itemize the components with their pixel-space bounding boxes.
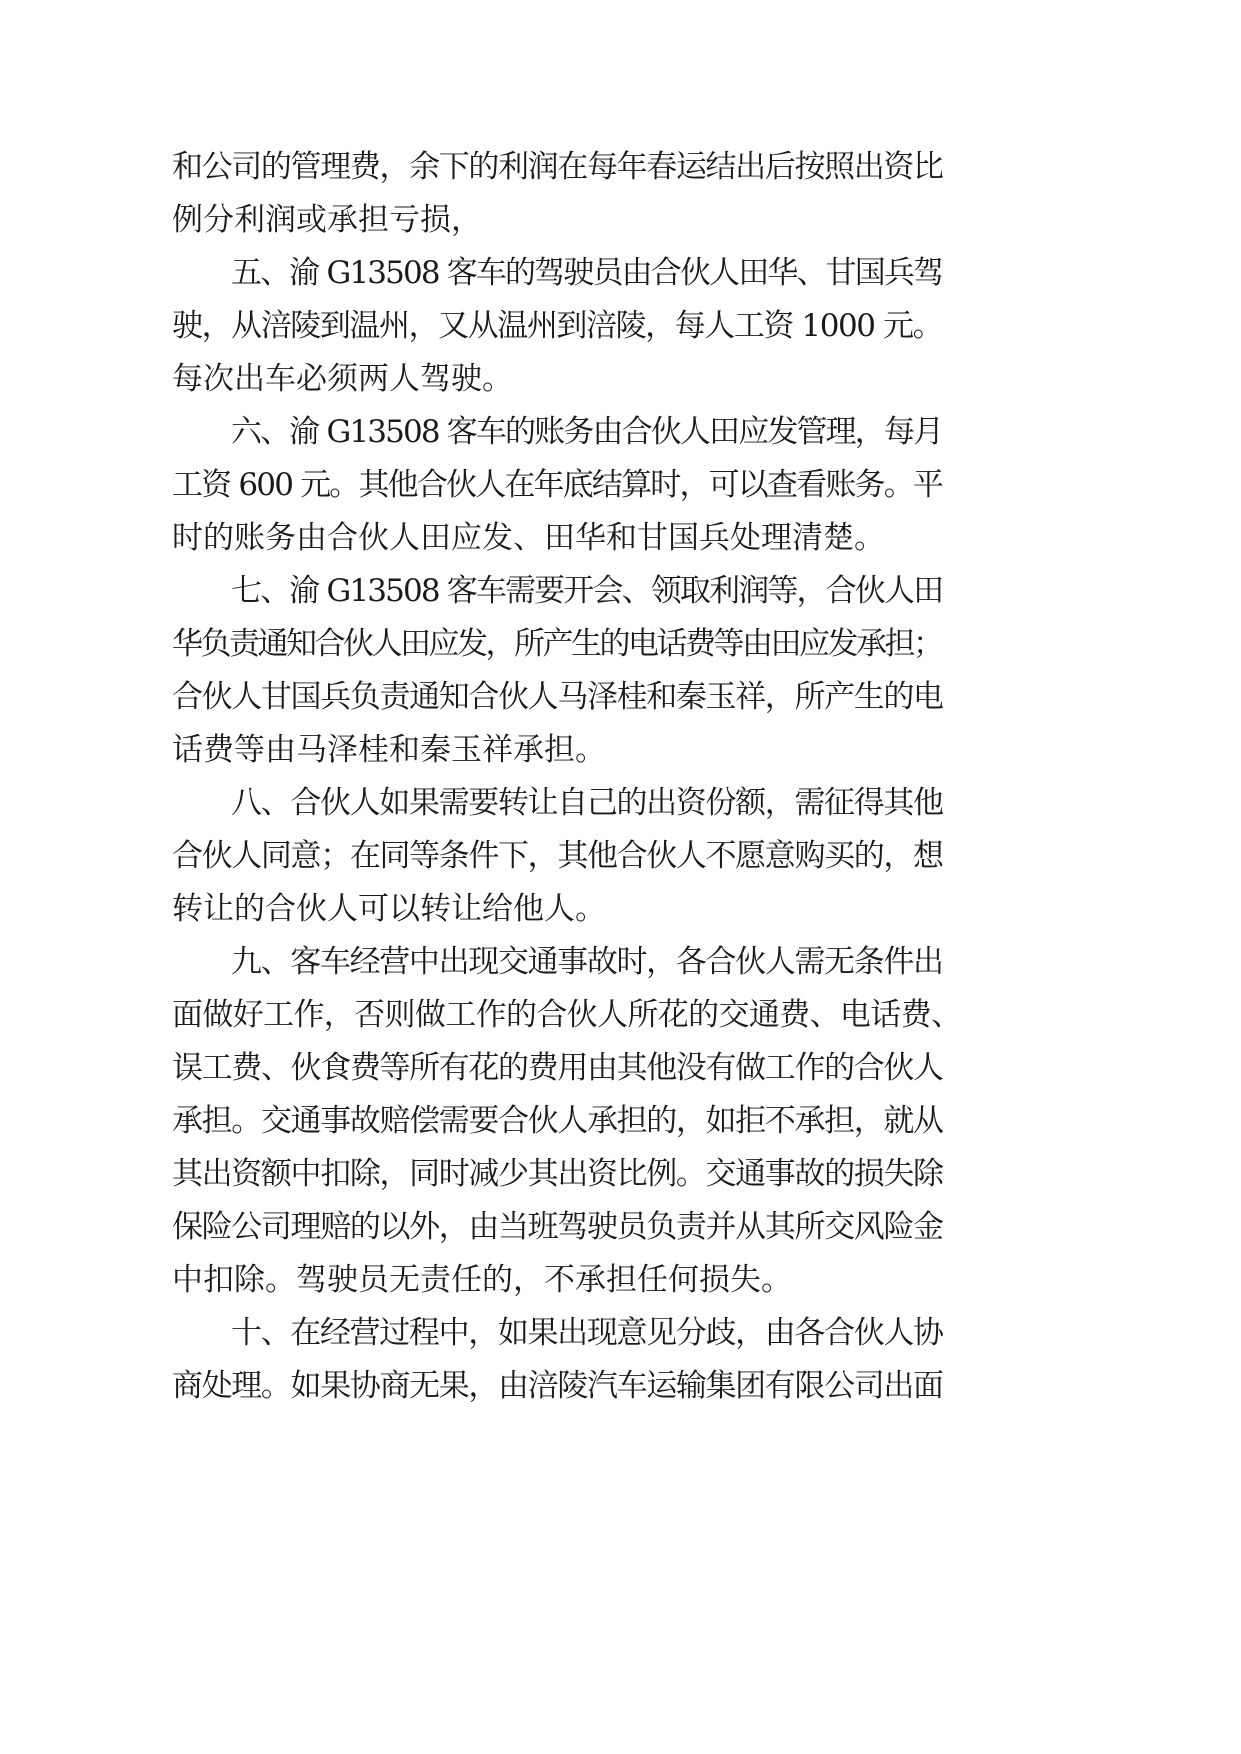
- text-line: 中扣除。驾驶员无责任的，不承担任何损失。: [172, 1262, 792, 1298]
- text-line: 驶，从涪陵到温州，又从温州到涪陵，每人工资 1000 元。: [172, 308, 943, 344]
- text-line: 工资 600 元。其他合伙人在年底结算时，可以查看账务。平: [172, 467, 943, 503]
- text-line: 和公司的管理费，余下的利润在每年春运结出后按照出资比: [172, 149, 943, 185]
- text-line: 转让的合伙人可以转让给他人。: [172, 891, 606, 927]
- text-line: 话费等由马泽桂和秦玉祥承担。: [172, 732, 606, 768]
- paragraph-7-first-line: 七、渝 G13508 客车需要开会、领取利润等，合伙人田: [231, 573, 943, 609]
- paragraph-6-first-line: 六、渝 G13508 客车的账务由合伙人田应发管理，每月: [231, 414, 943, 450]
- text-line: 面做好工作，否则做工作的合伙人所花的交通费、电话费、: [172, 997, 962, 1033]
- text-line: 保险公司理赔的以外，由当班驾驶员负责并从其所交风险金: [172, 1209, 943, 1245]
- text-line: 合伙人同意；在同等条件下，其他合伙人不愿意购买的，想: [172, 838, 943, 874]
- text-line: 承担。交通事故赔偿需要合伙人承担的，如拒不承担，就从: [172, 1103, 943, 1139]
- paragraph-5-first-line: 五、渝 G13508 客车的驾驶员由合伙人田华、甘国兵驾: [231, 255, 943, 291]
- text-line: 例分利润或承担亏损，: [172, 202, 482, 238]
- paragraph-8-first-line: 八、合伙人如果需要转让自己的出资份额，需征得其他: [231, 785, 943, 821]
- text-line: 合伙人甘国兵负责通知合伙人马泽桂和秦玉祥，所产生的电: [172, 679, 943, 715]
- text-line: 华负责通知合伙人田应发，所产生的电话费等由田应发承担；: [172, 626, 942, 662]
- paragraph-9-first-line: 九、客车经营中出现交通事故时，各合伙人需无条件出: [231, 944, 943, 980]
- text-line: 商处理。如果协商无果，由涪陵汽车运输集团有限公司出面: [172, 1368, 943, 1404]
- text-line: 其出资额中扣除，同时减少其出资比例。交通事故的损失除: [172, 1156, 943, 1192]
- text-line: 每次出车必须两人驾驶。: [172, 361, 513, 397]
- paragraph-10-first-line: 十、在经营过程中，如果出现意见分歧，由各合伙人协: [231, 1315, 943, 1351]
- text-line: 时的账务由合伙人田应发、田华和甘国兵处理清楚。: [172, 520, 885, 556]
- text-line: 误工费、伙食费等所有花的费用由其他没有做工作的合伙人: [172, 1050, 943, 1086]
